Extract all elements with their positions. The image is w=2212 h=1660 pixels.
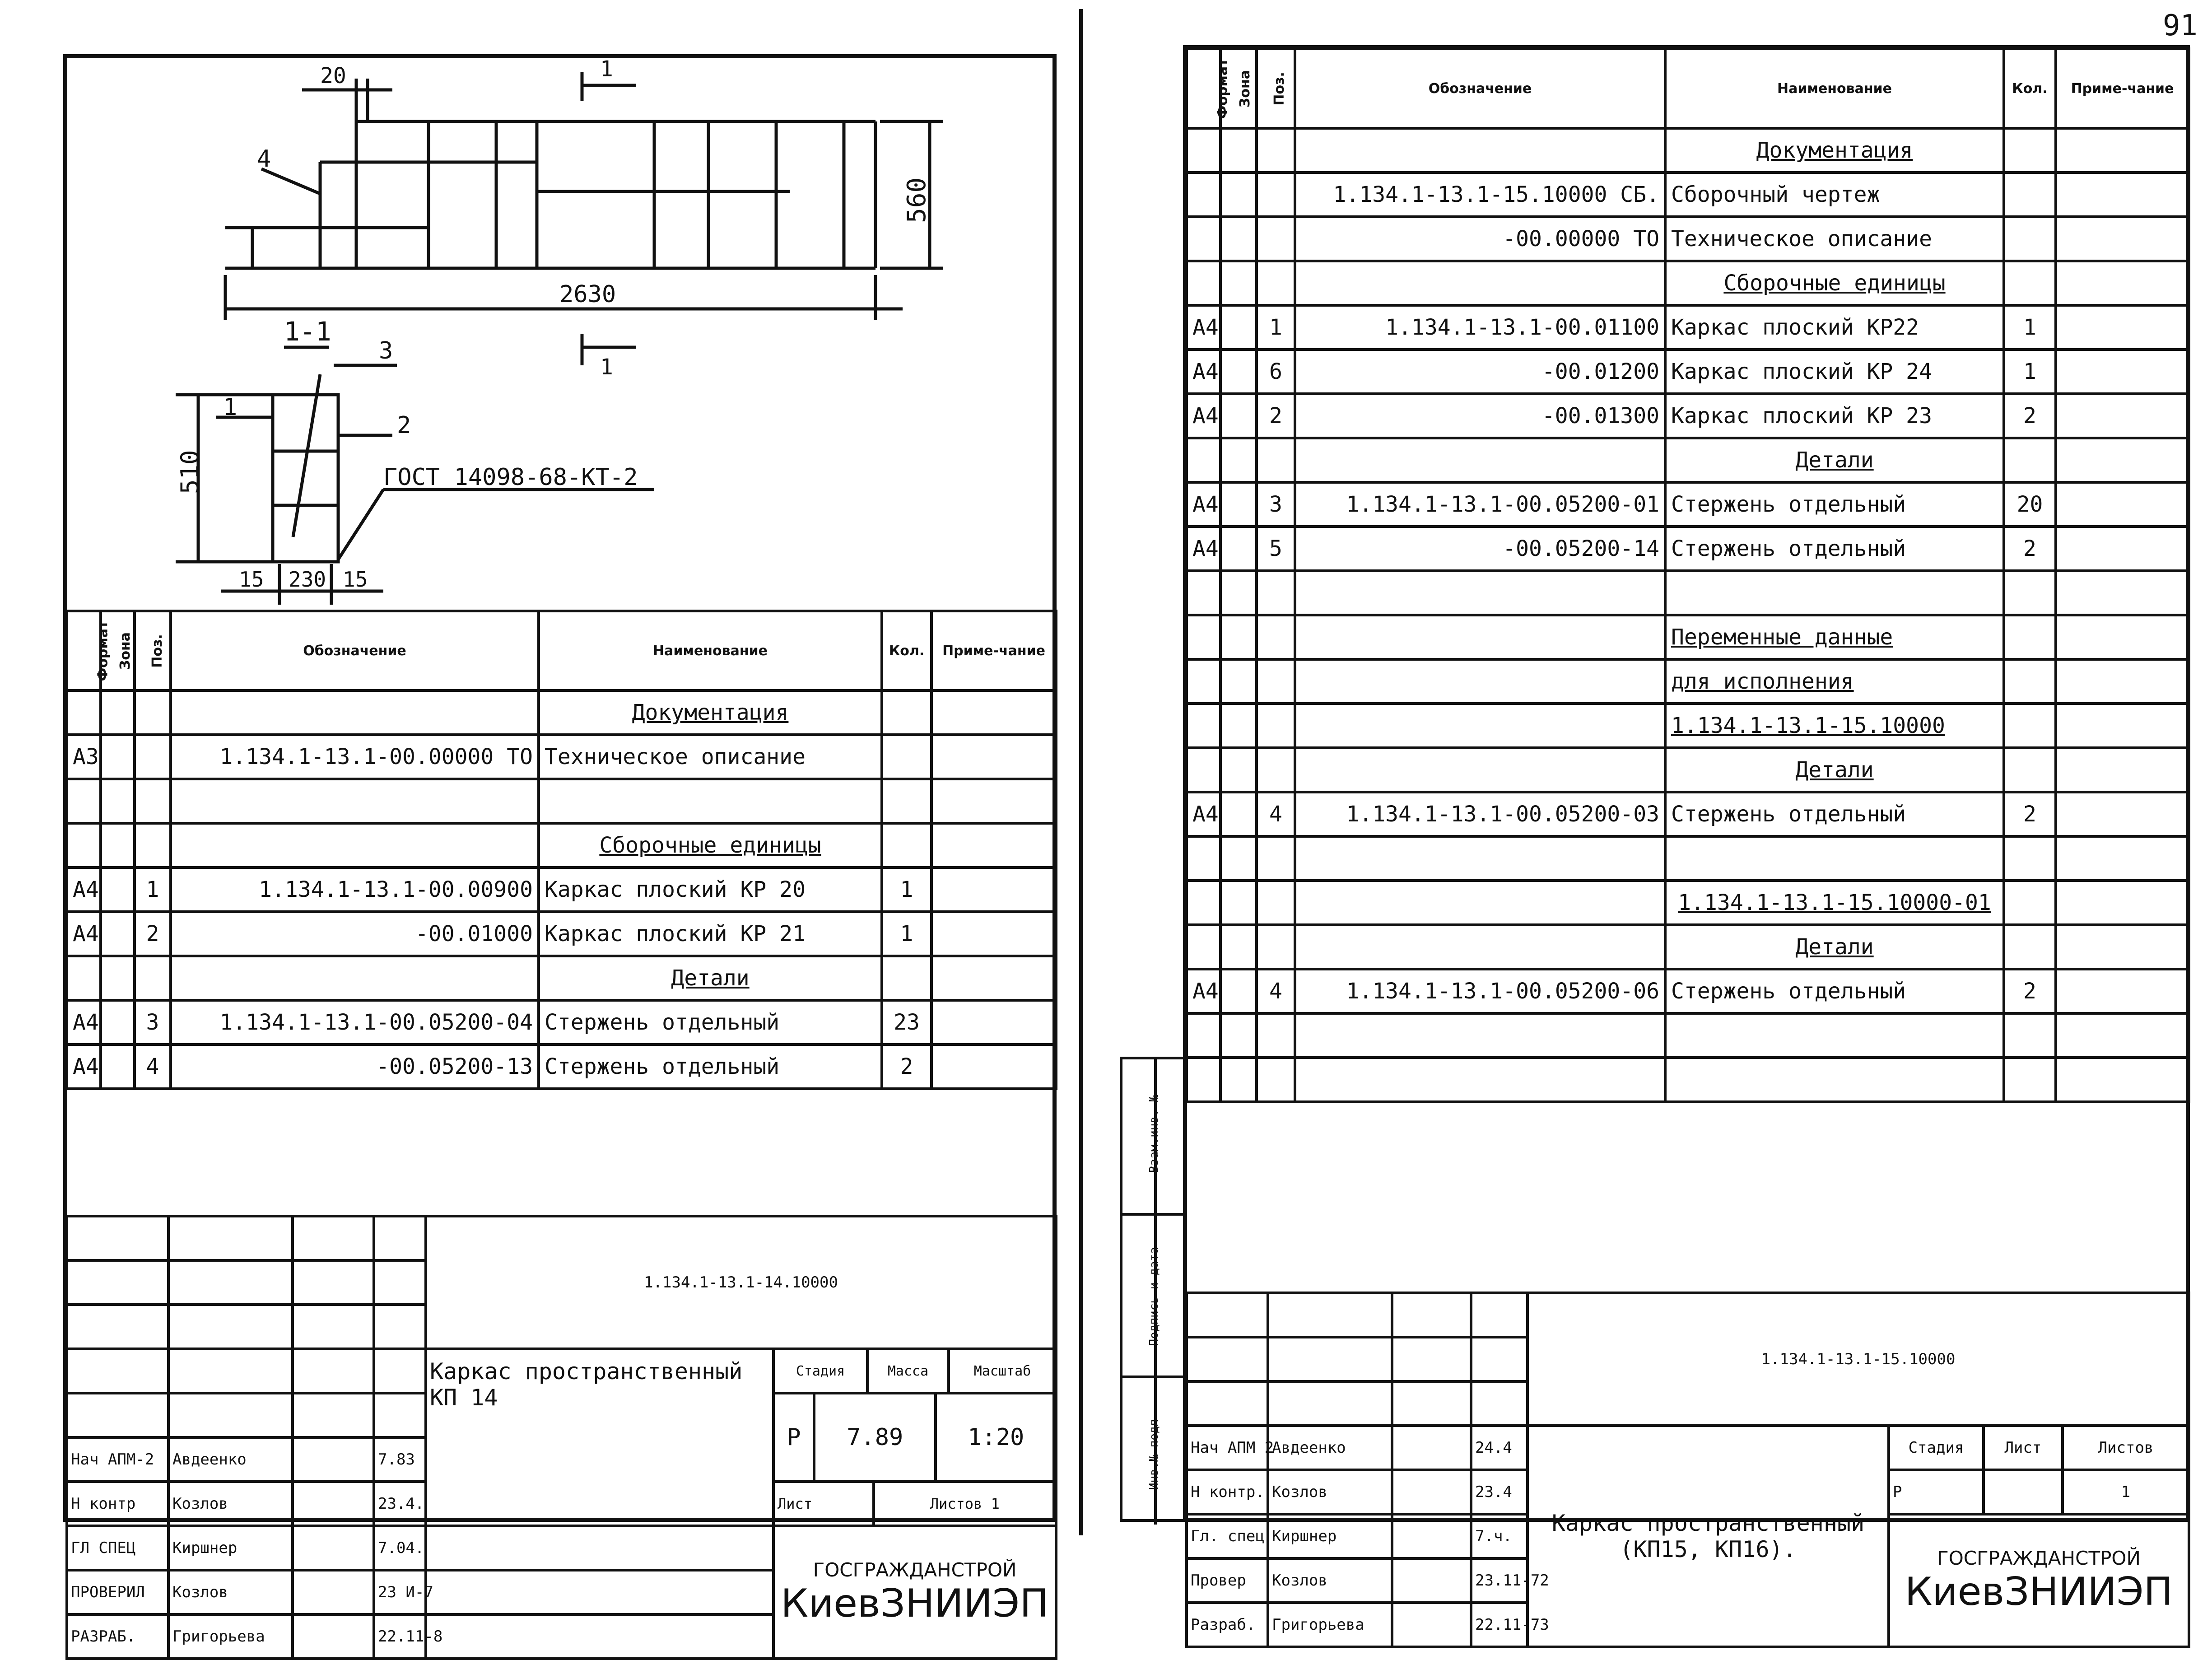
pos-3-label: 3 <box>379 337 393 364</box>
gost-label: ГОСТ 14098-68-КТ-2 <box>383 464 638 491</box>
right-doc-title-1: Каркас пространственный <box>1551 1510 1865 1536</box>
table-row: А4 2 -00.01300 Каркас плоский КР 23 2 <box>1187 394 2189 438</box>
table-row: А4 2 -00.01000 Каркас плоский КР 21 1 <box>67 912 1056 956</box>
dim-section-h: 510 <box>176 450 204 494</box>
header-format: Формат <box>1187 49 1220 128</box>
table-row <box>1187 571 2189 615</box>
table-row: А4 5 -00.05200-14 Стержень отдельный 2 <box>1187 527 2189 571</box>
right-title-block: 1.134.1-13.1-15.10000 Нач АПМ 2 Авдеенко 24.4 Каркас пространственный (КП15, КП16). Стадия Лист Листов Н контр. Козлов 23.4 Р 1 Гл. спец Киршнер 7.ч. ГОСГРАЖДАНСТРОЙ КиевЗНИИЭП Провер Козлов 23.11-72 Разраб. Григорьева 22.11-73 <box>1185 1292 2190 1648</box>
pos-4-label: 4 <box>257 145 271 173</box>
mass-value: 7.89 <box>814 1394 936 1480</box>
fold-line <box>1079 9 1083 1535</box>
table-row: А4 6 -00.01200 Каркас плоский КР 24 1 <box>1187 350 2189 394</box>
header-qty: Кол. <box>882 611 931 690</box>
section-mark-top: 1 <box>600 56 613 82</box>
stage-value: Р <box>775 1394 814 1480</box>
page-number: 91 <box>2163 9 2198 42</box>
table-row: Документация <box>1187 128 2189 173</box>
table-row: А3 1.134.1-13.1-00.00000 ТО Техническое описание <box>67 735 1056 779</box>
dim-height: 560 <box>902 177 931 223</box>
header-note: Приме-чание <box>2056 49 2189 128</box>
dim-length: 2630 <box>559 281 616 308</box>
dim-15b: 15 <box>343 567 368 592</box>
left-spec-table <box>65 610 1057 1090</box>
right-spec-table <box>1185 47 2190 1103</box>
header-designation: Обозначение <box>171 611 539 690</box>
side-label-replace: Взам.инв. № <box>1147 1095 1161 1173</box>
header-name: Наименование <box>539 611 882 690</box>
dim-top: 20 <box>320 63 346 89</box>
table-row: А4 4 -00.05200-13 Стержень отдельный 2 <box>67 1044 1056 1089</box>
side-label-sign: Подпись и дата <box>1147 1247 1161 1346</box>
header-pos: Поз. <box>135 611 171 690</box>
left-org-2: КиевЗНИИЭП <box>781 1581 1049 1626</box>
header-format: Формат <box>67 611 101 690</box>
side-strip <box>1120 1057 1183 1522</box>
table-row: Сборочные единицы <box>67 823 1056 867</box>
section-mark-bottom: 1 <box>600 354 613 380</box>
left-doc-title: Каркас пространственный КП 14 <box>426 1349 773 1526</box>
right-org-1: ГОСГРАЖДАНСТРОЙ <box>1937 1547 2141 1569</box>
header-pos: Поз. <box>1257 49 1295 128</box>
pos-2-label: 2 <box>397 412 411 439</box>
table-row <box>1187 1013 2189 1058</box>
table-row: А4 3 1.134.1-13.1-00.05200-04 Стержень отдельный 23 <box>67 1000 1056 1044</box>
left-header-row <box>67 611 1056 690</box>
table-row: для исполнения <box>1187 659 2189 704</box>
pos-1-label: 1 <box>223 394 237 421</box>
table-row: Документация <box>67 690 1056 735</box>
table-row: Переменные данные <box>1187 615 2189 659</box>
table-row <box>1187 836 2189 881</box>
right-header-row <box>1187 49 2189 128</box>
scale-value: 1:20 <box>968 1424 1025 1451</box>
left-doc-code: 1.134.1-13.1-14.10000 <box>426 1216 1056 1349</box>
table-row: 1.134.1-13.1-15.10000-01 <box>1187 881 2189 925</box>
table-row: 1.134.1-13.1-15.10000 <box>1187 704 2189 748</box>
dim-230: 230 <box>289 567 326 592</box>
table-row: А4 4 1.134.1-13.1-00.05200-03 Стержень отдельный 2 <box>1187 792 2189 836</box>
header-zone: Зона <box>1220 49 1257 128</box>
dim-15a: 15 <box>239 567 264 592</box>
right-sheets-value: 1 <box>2063 1470 2189 1514</box>
left-title-block: 1.134.1-13.1-14.10000 Каркас пространственный КП 14 Стадия Масса Масштаб Р 7.89 1:20 Нач АПМ-2 Авдеенко 7.83 Н контр Козлов 23.4. Лист Листов 1 ГЛ СПЕЦ Киршнер 7.04. ГОСГРАЖДАНСТРОЙ КиевЗНИИЭП ПРОВЕРИЛ Козлов 23 И-7 РАЗРАБ. Григорьева 22.11-8 <box>65 1215 1057 1660</box>
section-label: 1-1 <box>284 316 331 347</box>
right-doc-code: 1.134.1-13.1-15.10000 <box>1527 1293 2189 1426</box>
table-row <box>67 779 1056 823</box>
header-qty: Кол. <box>2004 49 2056 128</box>
table-row: А4 3 1.134.1-13.1-00.05200-01 Стержень отдельный 20 <box>1187 482 2189 527</box>
right-stage-value: Р <box>1889 1470 1984 1514</box>
table-row: Сборочные единицы <box>1187 261 2189 305</box>
header-name: Наименование <box>1665 49 2004 128</box>
right-org-2: КиевЗНИИЭП <box>1905 1569 2173 1614</box>
header-zone: Зона <box>101 611 135 690</box>
table-row: Детали <box>1187 438 2189 482</box>
table-row: Детали <box>1187 748 2189 792</box>
header-note: Приме-чание <box>931 611 1056 690</box>
table-row: А4 1 1.134.1-13.1-00.00900 Каркас плоский КР 20 1 <box>67 867 1056 912</box>
table-row: Детали <box>1187 925 2189 969</box>
table-row <box>1187 1058 2189 1102</box>
side-label-inv: Инв.№ подл <box>1147 1419 1161 1490</box>
left-org-1: ГОСГРАЖДАНСТРОЙ <box>813 1558 1017 1581</box>
header-designation: Обозначение <box>1295 49 1665 128</box>
table-row: -00.00000 ТО Техническое описание <box>1187 217 2189 261</box>
right-doc-title-2: (КП15, КП16). <box>1620 1536 1797 1562</box>
table-row: А4 4 1.134.1-13.1-00.05200-06 Стержень отдельный 2 <box>1187 969 2189 1013</box>
table-row: 1.134.1-13.1-15.10000 СБ. Сборочный чертеж <box>1187 173 2189 217</box>
table-row: А4 1 1.134.1-13.1-00.01100 Каркас плоский КР22 1 <box>1187 305 2189 350</box>
left-drawing <box>67 58 1052 600</box>
table-row: Детали <box>67 956 1056 1000</box>
